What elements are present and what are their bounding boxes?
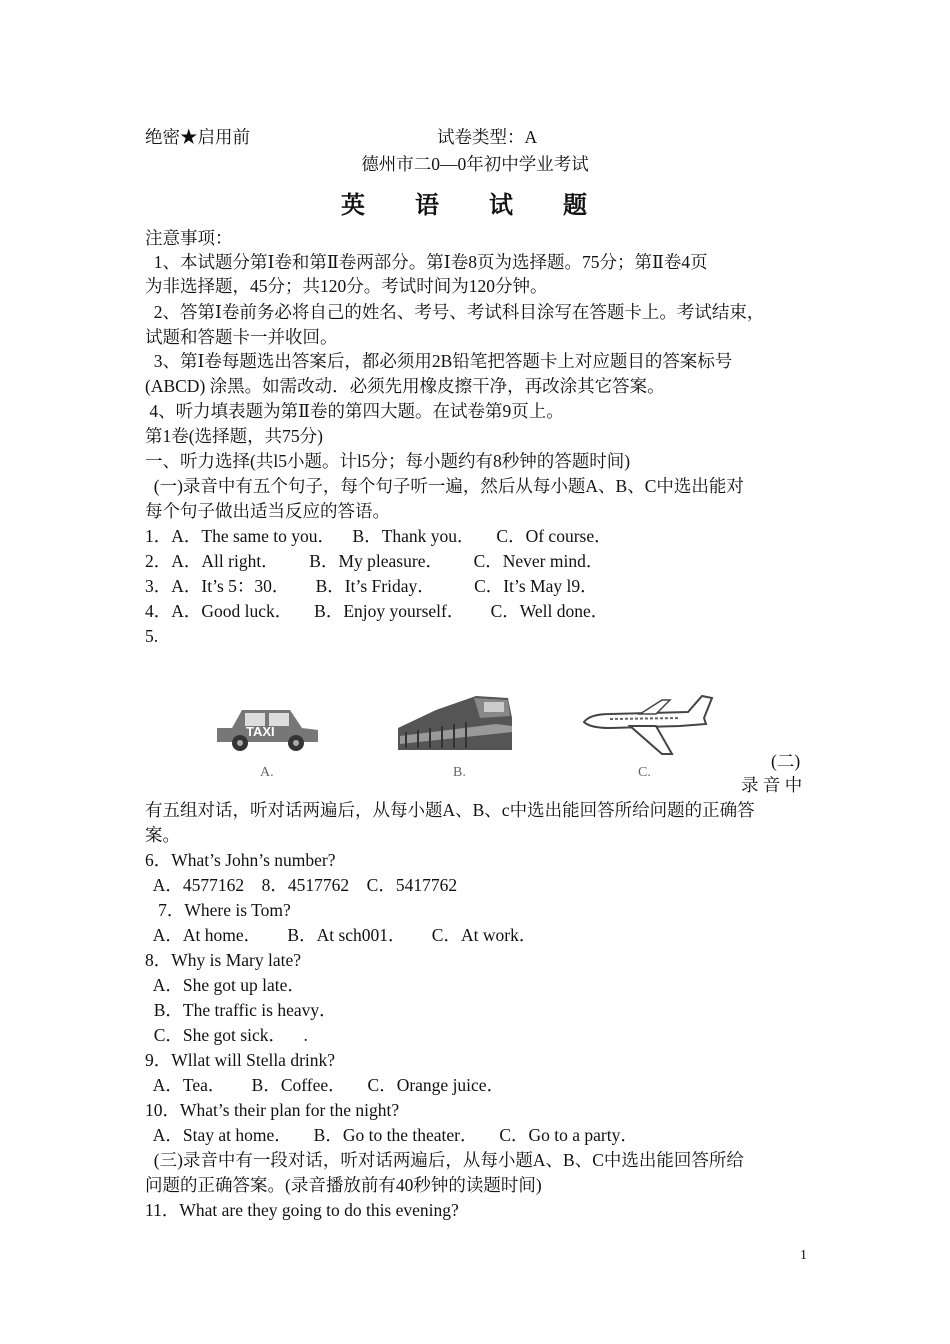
- picture-label-c: C.: [638, 765, 651, 780]
- airplane-image: [580, 694, 716, 756]
- question-2: 2．A．All right． B．My pleasure． C．Never mind．: [145, 551, 604, 571]
- part-1-heading: 第1卷(选择题，共75分): [145, 426, 323, 446]
- note-2b: 试题和答题卡一并收回。: [145, 327, 338, 347]
- page-title: 英 语 试 题: [341, 193, 609, 219]
- question-7-options: A．At home． B．At sch001． C．At work．: [145, 925, 537, 945]
- train-image: [396, 688, 514, 752]
- note-3a: 3、第Ⅰ卷每题选出答案后，都必须用2B铅笔把答题卡上对应题目的答案标号: [145, 351, 733, 371]
- picture-label-b: B.: [453, 765, 466, 780]
- question-11: 11．What are they going to do this evening?: [145, 1200, 459, 1220]
- question-10: 10．What’s their plan for the night?: [145, 1100, 400, 1120]
- subsection-2b: 案。: [145, 825, 180, 845]
- subsection-1a: (一)录音中有五个句子，每个句子听一遍，然后从每小题A、B、C中选出能对: [145, 476, 744, 496]
- page-number: 1: [800, 1248, 807, 1263]
- taxi-text: TAXI: [246, 724, 275, 739]
- subsection-2-label-cont: 录 音 中: [741, 775, 803, 795]
- question-8-option-a: A．She got up late．: [145, 975, 305, 995]
- question-8-option-c: C．She got sick． .: [145, 1025, 308, 1045]
- note-4: 4、听力填表题为第Ⅱ卷的第四大题。在试卷第9页上。: [145, 401, 564, 421]
- question-3: 3．A．It’s 5：30． B．It’s Friday． C．It’s May l9．: [145, 576, 598, 596]
- note-1a: 1、本试题分第Ⅰ卷和第Ⅱ卷两部分。第Ⅰ卷8页为选择题。75分；第Ⅱ卷4页: [145, 252, 708, 272]
- subsection-3a: (三)录音中有一段对话，听对话两遍后，从每小题A、B、C中选出能回答所给: [145, 1150, 744, 1170]
- question-4: 4．A．Good luck． B．Enjoy yourself． C．Well done．: [145, 601, 609, 621]
- question-9-options: A．Tea． B．Coffee． C．Orange juice．: [145, 1075, 505, 1095]
- subsection-2-label: (二): [771, 751, 801, 771]
- confidential-label: 绝密★启用前: [145, 127, 250, 147]
- exam-subtitle: 德州市二0—0年初中学业考试: [361, 154, 589, 174]
- question-6-options: A．4577162 8．4517762 C．5417762: [145, 875, 458, 895]
- note-2a: 2、答第Ⅰ卷前务必将自己的姓名、考号、考试科目涂写在答题卡上。考试结束，: [145, 302, 765, 322]
- question-9: 9．Wllat will Stella drink?: [145, 1050, 336, 1070]
- question-7: 7．Where is Tom?: [145, 900, 291, 920]
- picture-label-a: A.: [260, 765, 274, 780]
- section-1-heading: 一、听力选择(共l5小题。计l5分；每小题约有8秒钟的答题时间): [145, 451, 631, 471]
- question-8: 8．Why is Mary late?: [145, 950, 301, 970]
- question-6: 6．What’s John’s number?: [145, 850, 336, 870]
- question-5: 5.: [145, 626, 159, 646]
- paper-type: 试卷类型：A: [437, 127, 538, 147]
- notes-heading: 注意事项：: [145, 228, 233, 248]
- note-1b: 为非选择题，45分；共120分。考试时间为120分钟。: [145, 276, 548, 296]
- subsection-3b: 问题的正确答案。(录音播放前有40秒钟的读题时间): [145, 1175, 542, 1195]
- subsection-1b: 每个句子做出适当反应的答语。: [145, 501, 390, 521]
- note-3b: (ABCD) 涂黑。如需改动．必须先用橡皮擦干净，再改涂其它答案。: [145, 376, 665, 396]
- subsection-2a: 有五组对话，听对话两遍后，从每小题A、B、c中选出能回答所给问题的正确答: [145, 800, 755, 820]
- question-8-option-b: B．The traffic is heavy．: [145, 1000, 337, 1020]
- question-10-options: A．Stay at home． B．Go to the theater． C．Go to a party．: [145, 1125, 638, 1145]
- question-1: 1．A．The same to you． B．Thank you． C．Of course．: [145, 526, 612, 546]
- taxi-image: [212, 700, 322, 752]
